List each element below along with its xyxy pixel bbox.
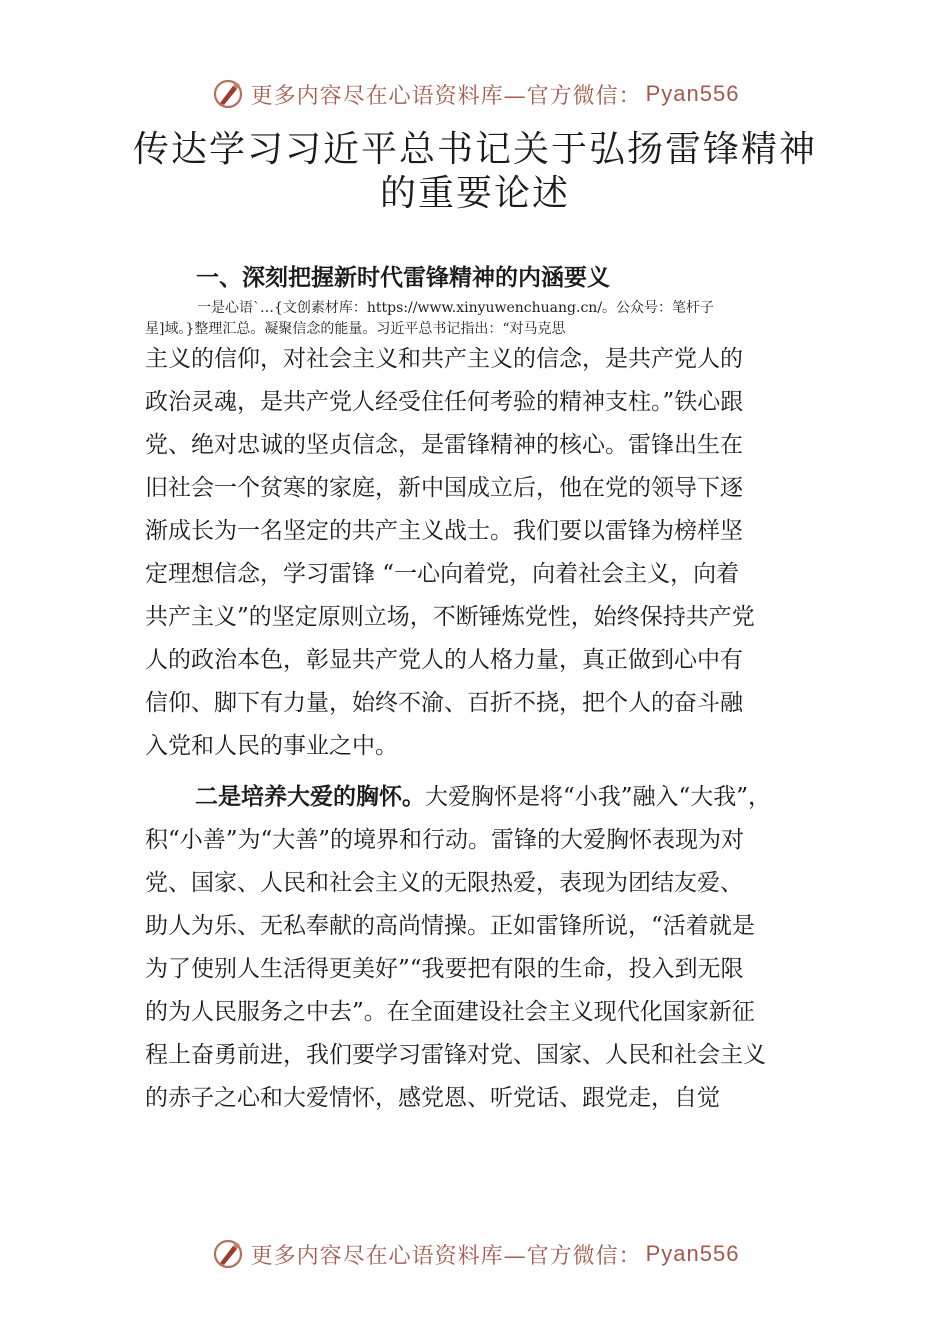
document-title	[0, 128, 950, 216]
paragraph-line: 旧社会一个贫寒的家庭，新中国成立后，他在党的领导下逐	[145, 475, 743, 501]
paragraph-line: 定理想信念，学习雷锋 “一心向着党，向着社会主义，向着	[145, 561, 740, 587]
small-line-1: 一是心语`…{文创素材库：https://www.xinyuwenchuang.cn/。公众号：笔杆子	[197, 300, 715, 316]
watermark-text: 更多内容尽在心语资料库—官方微信：	[250, 1243, 642, 1269]
watermark-wechat-id: Pyan556	[645, 81, 740, 106]
paragraph-line: 程上奋勇前进，我们要学习雷锋对党、国家、人民和社会主义	[145, 1042, 766, 1068]
paragraph-line: 政治灵魂，是共产党人经受住任何考验的精神支柱。”铁心跟	[145, 389, 744, 415]
paragraph-line: 的赤子之心和大爱情怀，感党恩、听党话、跟党走，自觉	[145, 1085, 720, 1111]
paragraph-line: 为了使别人生活得更美好”“我要把有限的生命，投入到无限	[145, 956, 744, 982]
title-line-2: 的重要论述	[379, 173, 570, 214]
paragraph-first-line	[145, 776, 817, 819]
paragraph-line: 主义的信仰，对社会主义和共产主义的信念，是共产党人的	[145, 346, 743, 372]
title-line-1: 传达学习习近平总书记关于弘扬雷锋精神	[132, 129, 817, 170]
paragraph-line: 的为人民服务之中去”。在全面建设社会主义现代化国家新征	[145, 999, 755, 1025]
paragraph-line: 积“小善”为“大善”的境界和行动。雷锋的大爱胸怀表现为对	[145, 827, 745, 853]
paragraph-line: 渐成长为一名坚定的共产主义战士。我们要以雷锋为榜样坚	[145, 518, 743, 544]
section-1-small-text	[145, 298, 817, 340]
section-2-lead: 二是培养大爱的胸怀。	[195, 784, 425, 810]
paragraph-line: 党、绝对忠诚的坚贞信念，是雷锋精神的核心。雷锋出生在	[145, 432, 743, 458]
pen-nib-logo-icon	[211, 77, 245, 111]
paragraph-line: 党、国家、人民和社会主义的无限热爱，表现为团结友爱、	[145, 870, 743, 896]
section-2-first-line-rest: 大爱胸怀是将“小我”融入“大我”，	[425, 784, 772, 810]
paragraph-line: 助人为乐、无私奉献的高尚情操。正如雷锋所说，“活着就是	[145, 913, 755, 939]
paragraph-line: 人的政治本色，彰显共产党人的人格力量，真正做到心中有	[145, 647, 743, 673]
section-1-paragraph	[145, 338, 817, 768]
section-1-heading: 一、深刻把握新时代雷锋精神的内涵要义	[196, 265, 610, 291]
watermark-footer	[0, 1234, 950, 1274]
pen-nib-logo-icon	[211, 1237, 245, 1271]
watermark-wechat-id: Pyan556	[645, 1241, 740, 1266]
watermark-header	[0, 74, 950, 114]
paragraph-line: 入党和人民的事业之中。	[145, 733, 398, 759]
section-2-paragraph	[145, 776, 817, 1120]
small-line-2: 星]域。}整理汇总。凝聚信念的能量。习近平总书记指出：“对马克思	[145, 321, 566, 337]
watermark-text: 更多内容尽在心语资料库—官方微信：	[250, 83, 642, 109]
paragraph-line: 共产主义”的坚定原则立场，不断锤炼党性，始终保持共产党	[145, 604, 755, 630]
paragraph-line: 信仰、脚下有力量，始终不渝、百折不挠，把个人的奋斗融	[145, 690, 743, 716]
